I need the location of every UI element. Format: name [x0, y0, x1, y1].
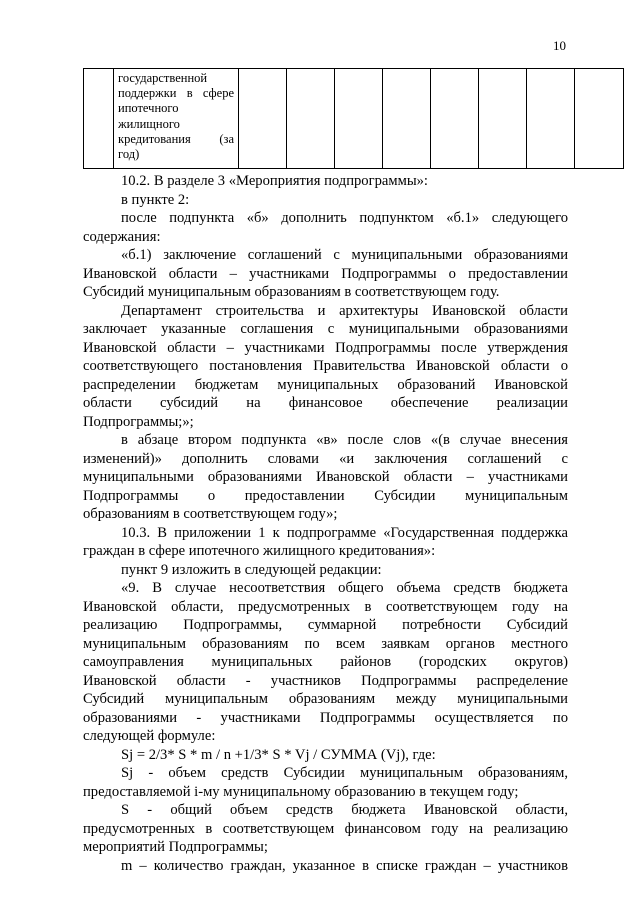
text-line: 10.2. В разделе 3 «Мероприятия подпрограммы»: [121, 173, 428, 189]
text-line: после подпункта «б» дополнить подпунктом «б.1» следующего [121, 210, 568, 226]
table-cell [575, 69, 624, 169]
text-line: Sj = 2/3* S * m / n +1/3* S * Vj / СУММА (Vj), где: [121, 746, 436, 763]
indicator-name [114, 69, 238, 164]
table-cell [479, 69, 527, 169]
text-line: муниципальным образованиям по всем заявкам органов местного [83, 635, 568, 652]
text-line: области субсидий на финансовое обеспечение реализации [83, 395, 568, 411]
table-row [84, 69, 624, 169]
text-line: «б.1) заключение соглашений с муниципальными образованиями [121, 247, 568, 263]
page-number: 10 [553, 38, 566, 53]
text-line: Ивановской области – участниками Подпрограммы о предоставлении [83, 265, 568, 282]
document-body [83, 172, 568, 875]
text-line: Департамент строительства и архитектуры Ивановской области [121, 302, 568, 319]
text-line: следующей формуле: [83, 728, 216, 744]
table-cell [239, 69, 287, 169]
text-line: мероприятий Подпрограммы; [83, 839, 268, 855]
text-line: муниципальными образованиями Ивановской области – участниками [83, 469, 568, 485]
text-line: Подпрограммы о предоставлении Субсидии муниципальным [83, 487, 568, 504]
text-line: в абзаце втором подпункта «в» после слов «(в случае внесения [121, 432, 568, 448]
text-line: соответствующего постановления Правительства Ивановской области о [83, 358, 568, 374]
indicator-line: кредитования (за [118, 131, 234, 146]
text-line: «9. В случае несоответствия общего объема средств бюджета [121, 580, 568, 596]
text-line: предусмотренных в соответствующем финансовом году на реализацию [83, 820, 568, 837]
table-cell [287, 69, 335, 169]
text-line: пункт 9 изложить в следующей редакции: [121, 561, 382, 578]
text-line: Sj - объем средств Субсидии муниципальным образованиям, [121, 765, 568, 781]
table-cell [335, 69, 383, 169]
text-line: Ивановской области – участниками Подпрограммы после утверждения [83, 339, 568, 356]
table-cell [527, 69, 575, 169]
indicator-line: ипотечного [118, 101, 179, 116]
text-line: Субсидий муниципальным образованиям между муниципальными [83, 691, 568, 707]
text-line: Субсидий муниципальным образованиям в соответствующем году. [83, 284, 500, 300]
text-line: распределении бюджетам муниципальных образований Ивановской [83, 376, 568, 393]
text-line: 10.3. В приложении 1 к подпрограмме «Государственная поддержка [121, 524, 568, 541]
table-cell [383, 69, 431, 169]
table-cell [431, 69, 479, 169]
text-line: Ивановской области, предусмотренных в соответствующем году на [83, 598, 568, 615]
text-line: изменений)» дополнить словами «и заключения соглашений с [83, 450, 568, 467]
text-line: в пункте 2: [121, 191, 190, 208]
indicator-line: государственной [118, 71, 208, 85]
text-line: m – количество граждан, указанное в списке граждан – участников [121, 857, 568, 874]
text-line: образованиями - участниками Подпрограммы осуществляется по [83, 709, 568, 726]
indicator-line: жилищного [118, 116, 180, 131]
text-line: заключает указанные соглашения с муниципальными образованиями [83, 321, 568, 337]
table-cell-indicator [114, 69, 239, 169]
text-line: Ивановской области - участников Подпрограммы распределение [83, 672, 568, 689]
text-line: реализацию Подпрограммы, суммарной потребности Субсидий [83, 617, 568, 633]
text-line: Подпрограммы;»; [83, 413, 194, 430]
indicator-line: год) [118, 147, 140, 162]
text-line: граждан в сфере ипотечного жилищного кредитования»: [83, 543, 436, 559]
text-line: предоставляемой i-му муниципальному образованию в текущем году; [83, 783, 519, 800]
text-line: самоуправления муниципальных районов (городских округов) [83, 654, 568, 670]
text-line: содержания: [83, 228, 161, 245]
text-line: образованиям в соответствующем году»; [83, 506, 338, 522]
continuation-table [83, 68, 624, 169]
indicator-line: поддержки в сфере [118, 86, 234, 101]
text-line: S - общий объем средств бюджета Ивановской области, [121, 802, 568, 818]
table-cell-number [84, 69, 114, 169]
